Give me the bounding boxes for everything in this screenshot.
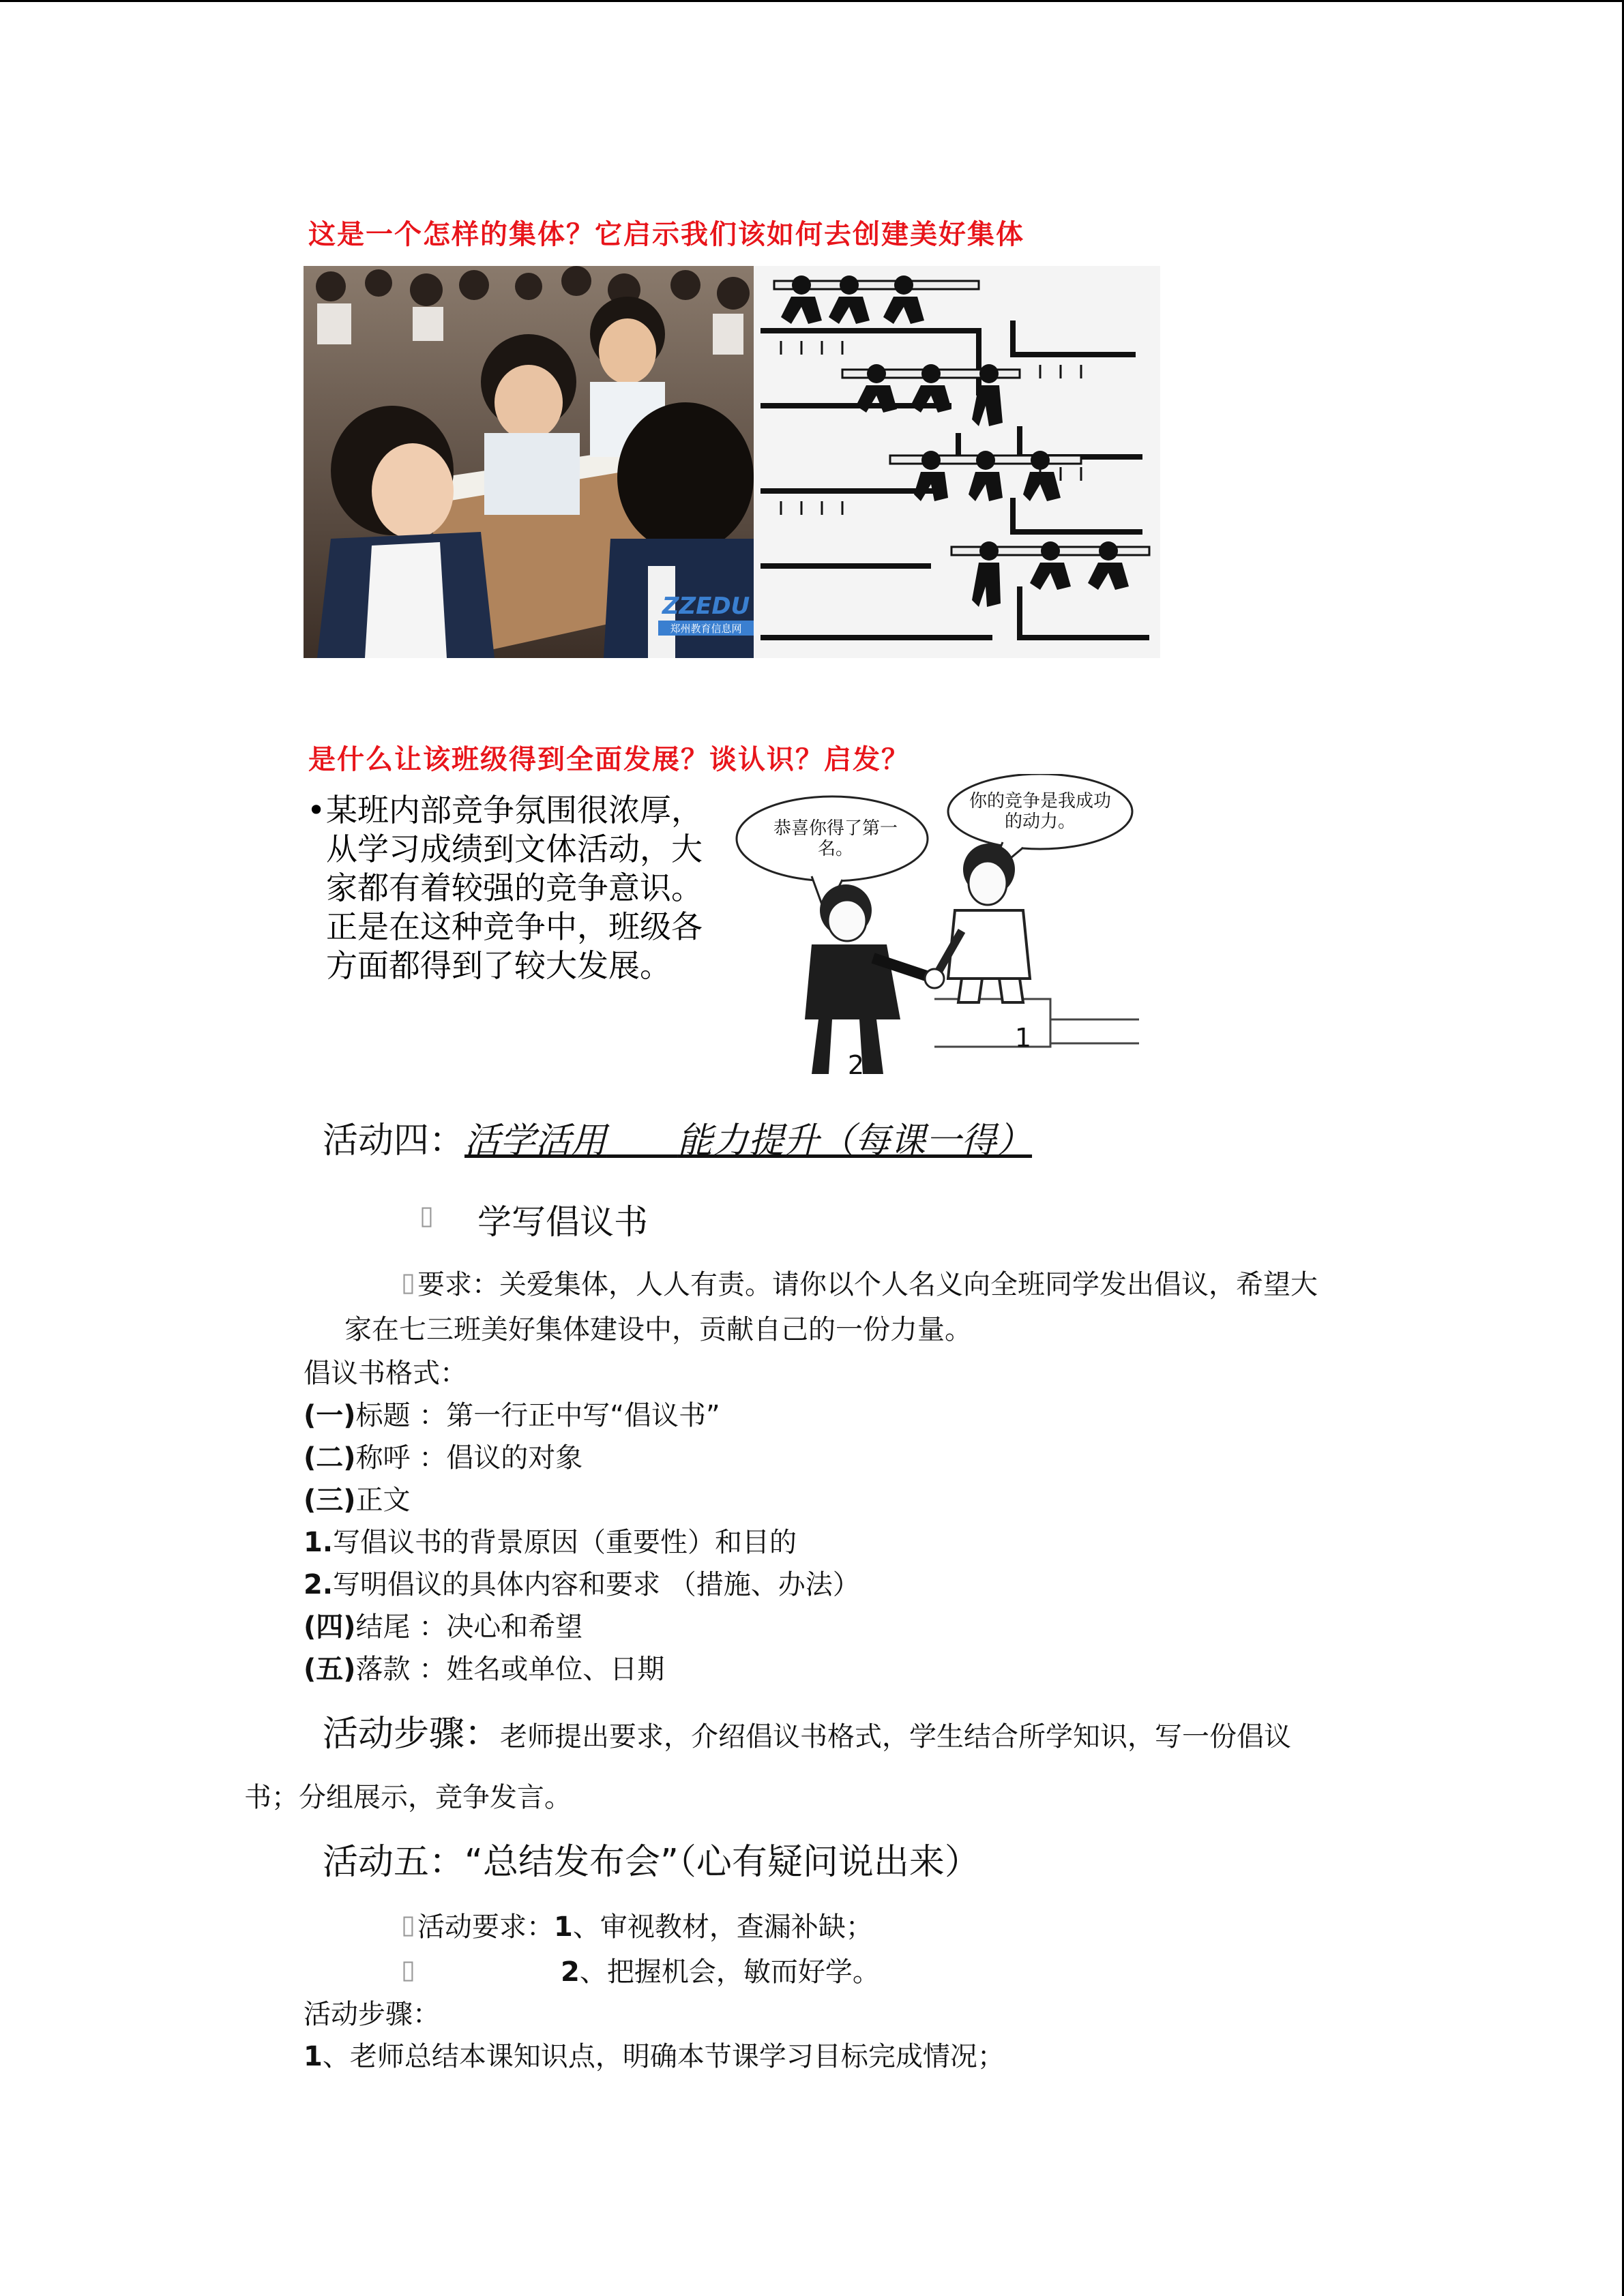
activity4-steps-line1: 老师提出要求，介绍倡议书格式，学生结合所学知识，写一份倡议 [500, 1721, 1292, 1753]
story-bullet: • [307, 792, 326, 829]
bullet-glyph: ▯ [401, 1954, 415, 1984]
activity4-label: 活动四： [323, 1120, 465, 1161]
activity5-step-1: 1、老师总结本课知识点，明确本节课学习目标完成情况； [304, 2041, 1005, 2072]
activity4-steps-label: 活动步骤： [323, 1714, 501, 1755]
teamwork-comic [754, 266, 1160, 658]
bullet-glyph: ▯ [401, 1267, 415, 1297]
question-heading-2: 是什么让该班级得到全面发展？谈认识？启发？ [308, 743, 910, 775]
activity5-label: 活动五： [323, 1842, 465, 1883]
story-text: 某班内部竞争氛围很浓厚，从学习成绩到文体活动，大家都有着较强的竞争意识。正是在这种竞争中，班级各方面都得到了较大发展。 [326, 792, 703, 984]
question-heading-1: 这是一个怎样的集体？它启示我们该如何去创建美好集体 [308, 218, 1024, 250]
format-title: 倡议书格式： [304, 1358, 467, 1389]
format-item: (四)结尾 ：决心和希望 [304, 1611, 583, 1643]
classroom-photo [304, 266, 754, 658]
format-item: (五)落款 ：姓名或单位、日期 [304, 1654, 665, 1685]
handshake-cartoon [730, 774, 1153, 1081]
cartoon-number-2: 2 [847, 1050, 865, 1080]
story-paragraph [307, 791, 716, 1050]
page-top-border [0, 0, 1624, 2]
activity5-req-1: 活动要求：1、审视教材，查漏补缺； [417, 1911, 873, 1943]
activity4-subtitle: 学写倡议书 [477, 1202, 648, 1242]
zzedu-logo: ZZEDU [662, 593, 750, 620]
bubble-left-text: 恭喜你得了第一名。 [773, 818, 898, 859]
bullet-glyph: ▯ [401, 1909, 415, 1939]
zzedu-logo-sub: 郑州教育信息网 [670, 623, 742, 635]
activity5-steps-label: 活动步骤： [304, 1999, 440, 2030]
activity4-heading [323, 1112, 1032, 1163]
format-item: 2.写明倡议的具体内容和要求 （措施、办法） [304, 1569, 860, 1600]
activity5-req-label: 活动要求： [417, 1911, 554, 1943]
activity4-title: 活学活用 [464, 1120, 607, 1161]
format-item: (二)称呼 ：倡议的对象 [304, 1442, 583, 1474]
activity4-steps [323, 1705, 1291, 1756]
format-item: (三)正文 [304, 1485, 411, 1516]
cartoon-number-1: 1 [1014, 1023, 1032, 1053]
bullet-glyph: ▯ [419, 1200, 434, 1230]
activity4-steps-line2: 书；分组展示，竞争发言。 [244, 1782, 572, 1813]
requirement-line-1: 要求：关爱集体，人人有责。请你以个人名义向全班同学发出倡议，希望大 [417, 1269, 1318, 1300]
activity4-title2: 能力提升（每课一得） [677, 1120, 1033, 1161]
requirement-line-2: 家在七三班美好集体建设中，贡献自己的一份力量。 [344, 1314, 972, 1345]
activity5-heading [323, 1833, 980, 1884]
bubble-right-text: 你的竞争是我成功的动力。 [969, 791, 1111, 832]
format-item: (一)标题 ：第一行正中写“倡议书” [304, 1400, 720, 1431]
activity5-req-2: 2、把握机会，敏而好学。 [561, 1956, 880, 1988]
activity5-title: “总结发布会”（心有疑问说出来） [464, 1842, 980, 1883]
format-item: 1.写倡议书的背景原因（重要性）和目的 [304, 1527, 797, 1558]
